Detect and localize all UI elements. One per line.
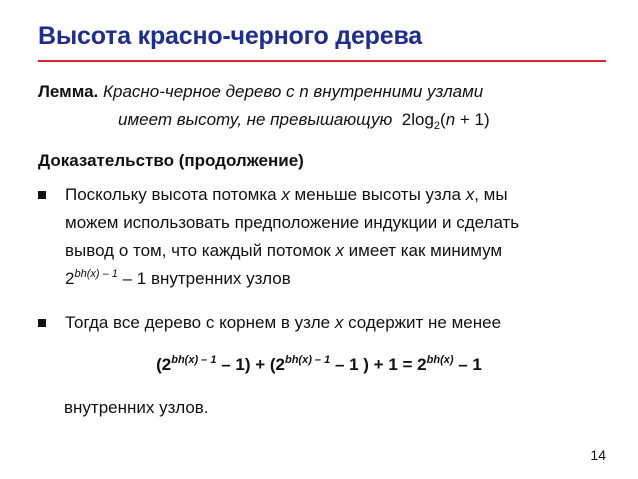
bullet1-line3b: имеет как минимум [343, 241, 503, 260]
bullet-item-2 [38, 309, 605, 337]
bullet2-text-b: содержит не менее [343, 313, 502, 332]
formula-exp-3: bh(x) [426, 354, 454, 366]
lemma-formula-var: n [445, 110, 456, 129]
lemma-line2-text: имеет высоту, не превышающую [118, 110, 393, 129]
bullet1-power-exp: bh(x) – 1 [74, 268, 118, 280]
bullet1-text-b: меньше высоты узла [289, 185, 466, 204]
lemma-formula-sub: 2 [433, 120, 441, 132]
lemma-line1: Красно-черное дерево с n внутренними узлами [103, 82, 484, 101]
lemma-formula-open: ( [440, 110, 446, 129]
lemma-formula-coef: 2log [401, 110, 434, 129]
bullet1-var-x3: x [335, 241, 344, 260]
lemma-formula-rest: + 1) [455, 110, 490, 129]
bullet1-line2: можем использовать предположение индукции и сделать [65, 213, 520, 232]
slide-title: Высота красно-черного дерева [38, 22, 422, 50]
formula-exp-1: bh(x) – 1 [171, 354, 217, 366]
bullet1-line4-rest: – 1 внутренних узлов [117, 269, 291, 288]
formula-exp-2: bh(x) – 1 [284, 354, 331, 366]
bullet1-power-base: 2 [65, 269, 75, 288]
page-number: 14 [590, 447, 606, 463]
title-underline [38, 60, 606, 62]
bullet1-text-a: Поскольку высота потомка [65, 185, 282, 204]
bullet1-var-x2: x [465, 185, 475, 204]
conclusion-text: внутренних узлов. [64, 398, 209, 417]
bullet2-text-a: Тогда все дерево с корнем в узле [65, 313, 335, 332]
bullet-marker-2 [38, 319, 46, 327]
formula-part-3: – 1 ) + 1 = 2 [330, 355, 427, 374]
lemma-block [38, 78, 490, 134]
bullet1-var-x1: x [281, 185, 290, 204]
bullet-item-1 [38, 181, 605, 293]
bullet2-var-x: x [334, 313, 344, 332]
sum-formula [0, 355, 638, 375]
bullet1-text-c: , мы [474, 185, 508, 204]
formula-part-1: (2 [156, 355, 172, 374]
lemma-label: Лемма. [38, 82, 99, 101]
formula-part-4: – 1 [453, 355, 482, 374]
formula-part-2: – 1) + (2 [216, 355, 285, 374]
bullet-marker-1 [38, 191, 46, 199]
bullet1-line3a: вывод о том, что каждый потомок [65, 241, 336, 260]
lemma-line2 [38, 106, 490, 134]
proof-heading: Доказательство (продолжение) [38, 151, 304, 170]
